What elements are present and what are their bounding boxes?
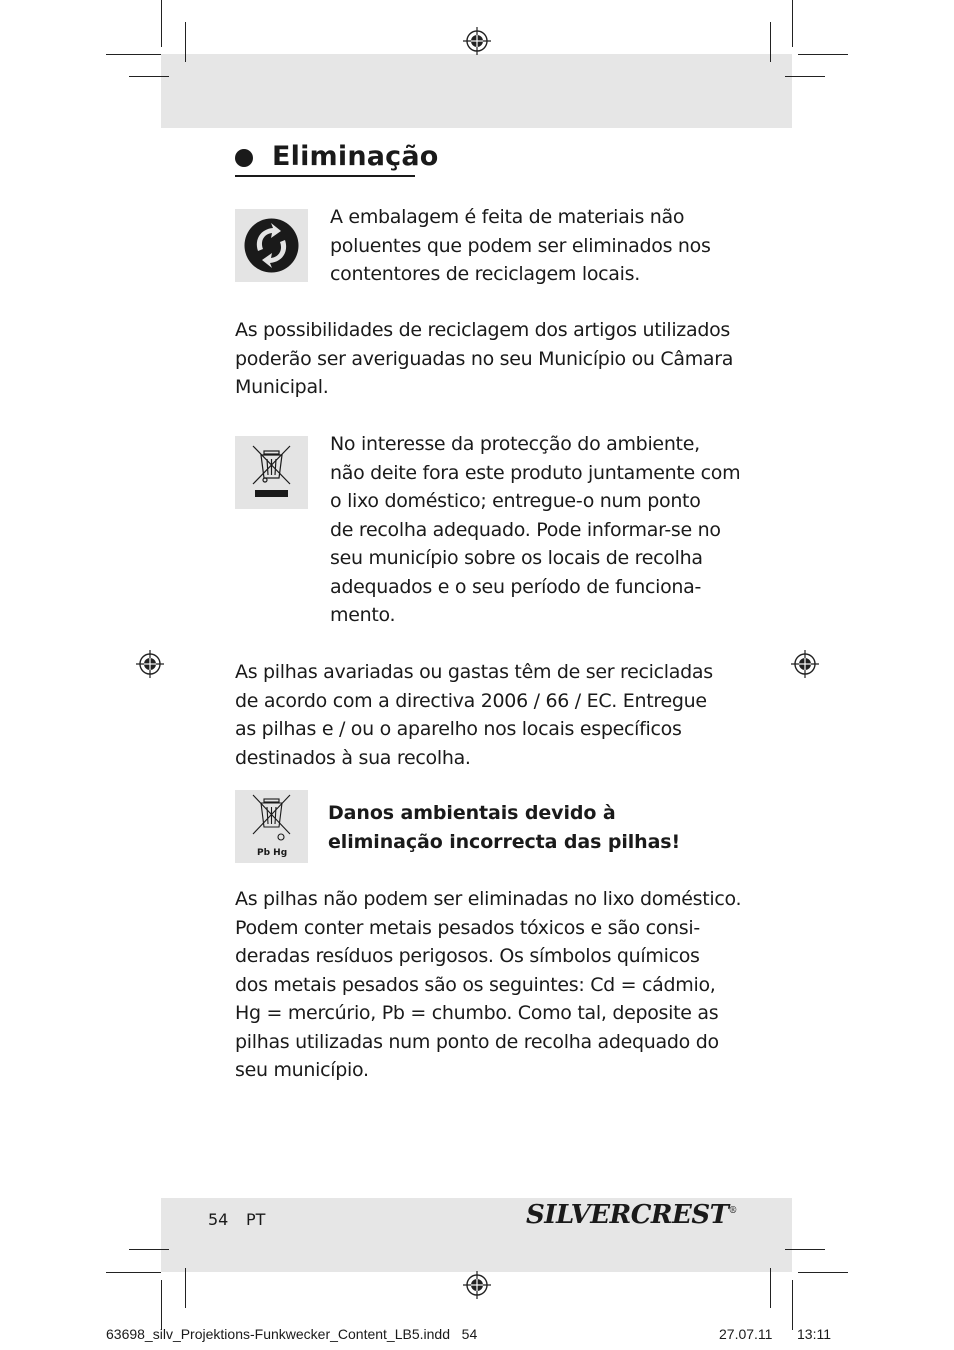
- text-line: poluentes que podem ser eliminados nos: [330, 234, 711, 257]
- brand-registered-mark: ®: [728, 1206, 737, 1216]
- text-line: As pilhas avariadas ou gastas têm de ser recicladas: [235, 661, 713, 683]
- green-dot-recycling-icon: [235, 209, 308, 282]
- registration-mark-icon: [462, 26, 492, 56]
- title-underline: [235, 175, 415, 177]
- crossed-out-wheelie-bin-icon: [235, 436, 308, 509]
- battery-bin-icon-box: [235, 790, 308, 863]
- text-line: eliminação incorrecta das pilhas!: [328, 830, 681, 853]
- text-line: Danos ambientais devido à: [328, 802, 616, 824]
- slug-time: 13:11: [797, 1326, 831, 1342]
- text-line: pilhas utilizadas num ponto de recolha adequado do: [235, 1030, 719, 1053]
- text-line: As pilhas não podem ser eliminadas no lixo doméstico.: [235, 888, 742, 910]
- text-line: o lixo doméstico; entregue-o num ponto: [330, 490, 701, 512]
- text-line: As possibilidades de reciclagem dos artigos utilizados: [235, 319, 731, 341]
- heavy-metals-paragraph: [235, 885, 741, 1085]
- text-line: de acordo com a directiva 2006 / 66 / EC. Entregue: [235, 689, 707, 712]
- header-band: [161, 54, 792, 128]
- text-line: A embalagem é feita de materiais não: [330, 206, 685, 228]
- brand-logo: [526, 1200, 737, 1230]
- text-line: de recolha adequado. Pode informar-se no: [330, 518, 721, 541]
- text-line: seu município.: [235, 1059, 369, 1081]
- text-line: destinados à sua recolha.: [235, 746, 471, 769]
- text-line: No interesse da protecção do ambiente,: [330, 433, 700, 455]
- heading-bullet: [235, 149, 253, 167]
- text-line: seu município sobre os locais de recolha: [330, 547, 703, 569]
- battery-paragraph: [235, 658, 713, 772]
- battery-warning: [328, 799, 680, 856]
- text-line: as pilhas e / ou o aparelho nos locais específicos: [235, 718, 682, 740]
- weee-icon-box: [235, 436, 308, 509]
- recycling-paragraph: [235, 316, 733, 402]
- text-line: adequados e o seu período de funciona-: [330, 575, 702, 598]
- registration-mark-icon: [135, 649, 165, 679]
- text-line: dos metais pesados são os seguintes: Cd = cádmio,: [235, 973, 716, 996]
- registration-mark-icon: [790, 649, 820, 679]
- packaging-paragraph: [330, 203, 711, 289]
- language-code: PT: [246, 1210, 266, 1229]
- text-line: mento.: [330, 604, 396, 626]
- text-line: Municipal.: [235, 376, 329, 398]
- registration-mark-icon: [462, 1270, 492, 1300]
- green-dot-icon-box: [235, 209, 308, 282]
- slug-file: 63698_silv_Projektions-Funkwecker_Content_LB5.indd 54: [106, 1326, 478, 1342]
- text-line: deradas resíduos perigosos. Os símbolos químicos: [235, 945, 700, 967]
- text-line: Podem conter metais pesados tóxicos e são consi-: [235, 916, 700, 939]
- brand-name: SILVERCREST: [526, 1200, 729, 1230]
- weee-paragraph: [330, 430, 740, 630]
- text-line: poderão ser averiguadas no seu Município ou Câmara: [235, 347, 734, 370]
- slug-date: 27.07.11: [719, 1326, 773, 1342]
- battery-bin-label: Pb Hg: [257, 848, 288, 858]
- page-number: 54: [208, 1210, 229, 1229]
- text-line: não deite fora este produto juntamente com: [330, 461, 741, 484]
- text-line: contentores de reciclagem locais.: [330, 263, 640, 285]
- page-title: Eliminação: [272, 141, 439, 172]
- text-line: Hg = mercúrio, Pb = chumbo. Como tal, deposite as: [235, 1002, 719, 1024]
